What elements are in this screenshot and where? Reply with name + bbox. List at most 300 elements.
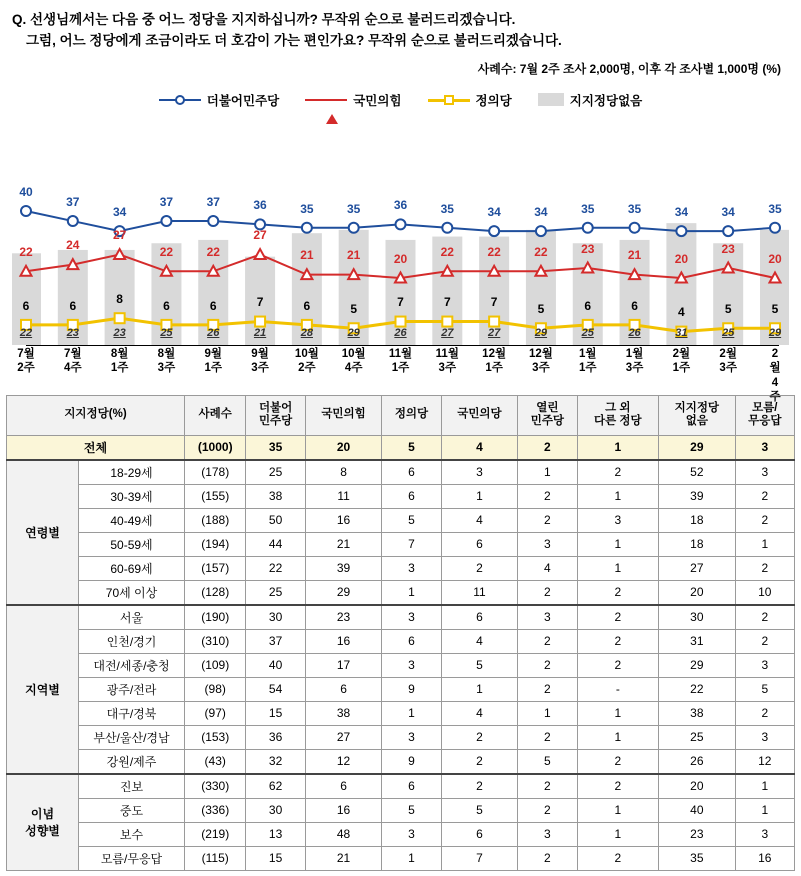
table-cell: 2	[735, 701, 794, 725]
row-label: 인천/경기	[79, 629, 185, 653]
value-label-no-party: 26	[394, 326, 407, 339]
value-label-no-party: 29	[347, 326, 360, 339]
table-cell: 2	[735, 556, 794, 580]
table-cell: 4	[441, 629, 518, 653]
series-marker	[442, 223, 452, 233]
table-cell: 40	[246, 653, 305, 677]
table-cell: 48	[305, 822, 382, 846]
value-label-no-party: 23	[66, 326, 79, 339]
table-row-total	[7, 435, 795, 460]
table-cell: 3	[382, 653, 441, 677]
table-row	[7, 677, 795, 701]
table-cell: 2	[577, 749, 659, 774]
table-cell: (188)	[185, 508, 246, 532]
series-marker	[396, 219, 406, 229]
table-cell: (153)	[185, 725, 246, 749]
table-cell: 2	[518, 725, 577, 749]
series-marker	[302, 223, 312, 233]
chart-legend	[0, 91, 801, 109]
table-cell: 4	[518, 556, 577, 580]
table-cell: 2	[518, 774, 577, 799]
row-label: 30-39세	[79, 484, 185, 508]
table-col-header: 정의당	[382, 395, 441, 435]
table-cell: 54	[246, 677, 305, 701]
table-cell: 1	[382, 580, 441, 605]
table-cell: 9	[382, 749, 441, 774]
series-marker	[583, 223, 593, 233]
table-cell: 16	[305, 508, 382, 532]
table-cell: 52	[659, 460, 736, 485]
value-label-no-party: 29	[534, 326, 548, 339]
row-label: 강원/제주	[79, 749, 185, 774]
chart-canvas	[12, 115, 789, 345]
table-cell: (155)	[185, 484, 246, 508]
table-col-header: 지지정당(%)	[7, 395, 185, 435]
value-label-justice: 6	[163, 298, 170, 313]
table-cell: 5	[382, 435, 441, 460]
value-label-no-party: 27	[441, 326, 454, 339]
table-row	[7, 653, 795, 677]
table-cell: 6	[441, 605, 518, 630]
x-axis-tick-label: 2월 1주	[672, 347, 691, 375]
table-cell: (109)	[185, 653, 246, 677]
table-cell: 20	[305, 435, 382, 460]
table-cell: 1	[382, 846, 441, 870]
table-cell: (219)	[185, 822, 246, 846]
sample-note: 사례수: 7월 2주 조사 2,000명, 이후 각 조사별 1,000명 (%)	[477, 61, 781, 76]
table-cell: 5	[518, 749, 577, 774]
table-cell: 38	[305, 701, 382, 725]
table-cell: 21	[305, 846, 382, 870]
table-cell: 2	[735, 484, 794, 508]
value-label-justice: 7	[443, 295, 451, 310]
table-cell: 1	[518, 701, 577, 725]
table-cell: 44	[246, 532, 305, 556]
table-cell: 22	[246, 556, 305, 580]
value-label-justice: 4	[678, 305, 685, 320]
x-axis-tick-label: 8월 1주	[110, 347, 129, 375]
table-cell: 26	[659, 749, 736, 774]
row-label: 광주/전라	[79, 677, 185, 701]
legend-item-justice	[428, 91, 512, 109]
value-label-democratic: 34	[721, 204, 735, 219]
table-cell: 1	[577, 798, 659, 822]
table-cell: 29	[305, 580, 382, 605]
table-cell: 11	[441, 580, 518, 605]
value-label-justice: 6	[303, 298, 311, 313]
table-cell: (97)	[185, 701, 246, 725]
value-label-ppp: 27	[253, 228, 267, 243]
table-row	[7, 725, 795, 749]
value-label-justice: 7	[397, 295, 404, 310]
table-cell: 12	[735, 749, 794, 774]
value-label-justice: 7	[256, 295, 264, 310]
table-cell: 5	[441, 653, 518, 677]
table-cell: (194)	[185, 532, 246, 556]
table-cell: 27	[305, 725, 382, 749]
table-cell: 1	[577, 822, 659, 846]
table-cell: 30	[659, 605, 736, 630]
row-label: 60-69세	[79, 556, 185, 580]
series-marker	[349, 223, 359, 233]
table-cell: 39	[305, 556, 382, 580]
value-label-justice: 6	[69, 298, 77, 313]
value-label-ppp: 22	[159, 245, 174, 260]
value-label-ppp: 20	[674, 251, 689, 266]
x-axis-tick-label: 10월 4주	[341, 347, 366, 375]
table-cell: 1	[735, 798, 794, 822]
x-axis-tick-label: 1월 3주	[625, 347, 644, 375]
table-cell: (115)	[185, 846, 246, 870]
table-cell: 36	[246, 725, 305, 749]
table-cell: 2	[518, 629, 577, 653]
trend-chart	[12, 115, 789, 345]
table-cell: 6	[441, 822, 518, 846]
table-cell: 3	[735, 725, 794, 749]
table-col-header: 열린 민주당	[518, 395, 577, 435]
value-label-democratic: 35	[768, 201, 782, 216]
table-cell: 3	[441, 460, 518, 485]
value-label-democratic: 34	[112, 204, 127, 219]
table-cell: -	[577, 677, 659, 701]
value-label-ppp: 21	[347, 248, 361, 263]
table-cell: 3	[735, 460, 794, 485]
table-cell: 15	[246, 846, 305, 870]
table-col-header: 지지정당 없음	[659, 395, 736, 435]
table-cell: 22	[659, 677, 736, 701]
value-label-no-party: 28	[300, 326, 313, 339]
series-marker	[770, 223, 780, 233]
value-label-democratic: 35	[627, 201, 642, 216]
table-cell: 38	[659, 701, 736, 725]
table-cell: 5	[441, 798, 518, 822]
table-cell: (336)	[185, 798, 246, 822]
table-cell: 2	[577, 460, 659, 485]
value-label-no-party: 31	[675, 326, 688, 339]
table-cell: 2	[577, 580, 659, 605]
table-cell: 27	[659, 556, 736, 580]
row-label: 전체	[7, 435, 185, 460]
x-axis-tick-label: 12월 1주	[482, 347, 507, 375]
table-cell: 2	[577, 629, 659, 653]
table-cell: 16	[735, 846, 794, 870]
value-label-no-party: 29	[768, 326, 782, 339]
x-axis-tick-label: 11월 1주	[388, 347, 413, 375]
series-marker	[630, 223, 640, 233]
row-label: 부산/울산/경남	[79, 725, 185, 749]
row-label: 보수	[79, 822, 185, 846]
crosstab-table	[6, 395, 795, 871]
table-cell: 2	[441, 725, 518, 749]
table-cell: 25	[659, 725, 736, 749]
series-marker	[255, 316, 265, 326]
table-cell: 18	[659, 508, 736, 532]
value-label-no-party: 26	[207, 326, 220, 339]
value-label-ppp: 24	[66, 238, 80, 253]
table-row	[7, 749, 795, 774]
value-label-ppp: 23	[581, 241, 595, 256]
row-label: 진보	[79, 774, 185, 799]
table-cell: 1	[577, 435, 659, 460]
table-row	[7, 822, 795, 846]
line-marker-triangle-icon	[305, 94, 347, 106]
value-label-democratic: 34	[534, 204, 548, 219]
table-row	[7, 508, 795, 532]
table-cell: 1	[735, 532, 794, 556]
table-cell: 2	[735, 605, 794, 630]
table-cell: 21	[305, 532, 382, 556]
value-label-justice: 5	[724, 302, 732, 317]
table-cell: 3	[735, 435, 794, 460]
table-row	[7, 701, 795, 725]
table-col-header: 국민의힘	[305, 395, 382, 435]
value-label-no-party: 26	[628, 326, 641, 339]
table-cell: 9	[382, 677, 441, 701]
table-cell: 1	[577, 556, 659, 580]
series-marker	[208, 216, 218, 226]
table-row	[7, 774, 795, 799]
x-axis-tick-label: 2월 4주	[769, 347, 781, 403]
table-cell: 40	[659, 798, 736, 822]
row-label: 18-29세	[79, 460, 185, 485]
row-label: 70세 이상	[79, 580, 185, 605]
value-label-ppp: 21	[627, 248, 642, 263]
legend-label: 국민의힘	[353, 93, 402, 108]
table-cell: 1	[577, 484, 659, 508]
table-cell: 6	[382, 460, 441, 485]
row-label: 서울	[79, 605, 185, 630]
table-cell: 2	[441, 556, 518, 580]
value-label-justice: 5	[537, 302, 545, 317]
table-cell: 2	[518, 580, 577, 605]
table-cell: 1	[577, 725, 659, 749]
table-cell: 3	[382, 605, 441, 630]
table-cell: 32	[246, 749, 305, 774]
x-axis-tick-label: 12월 3주	[528, 347, 553, 375]
value-label-democratic: 35	[300, 201, 314, 216]
table-cell: (330)	[185, 774, 246, 799]
question-main: Q. 선생님께서는 다음 중 어느 정당을 지지하십니까? 무작위 순으로 불러드리겠습니다.	[12, 12, 516, 27]
table-cell: 2	[577, 653, 659, 677]
value-label-democratic: 37	[206, 194, 220, 209]
table-row	[7, 532, 795, 556]
table-cell: 2	[577, 605, 659, 630]
series-marker	[115, 313, 125, 323]
table-cell: (190)	[185, 605, 246, 630]
table-cell: 3	[577, 508, 659, 532]
table-cell: 17	[305, 653, 382, 677]
table-cell: 1	[441, 677, 518, 701]
table-cell: 23	[305, 605, 382, 630]
table-cell: 2	[577, 774, 659, 799]
row-label: 40-49세	[79, 508, 185, 532]
table-cell: 2	[518, 435, 577, 460]
series-marker	[489, 226, 499, 236]
table-cell: 35	[246, 435, 305, 460]
table-cell: 30	[246, 605, 305, 630]
table-cell: 13	[246, 822, 305, 846]
table-col-header: 사례수	[185, 395, 246, 435]
table-cell: 1	[577, 532, 659, 556]
value-label-justice: 6	[22, 298, 30, 313]
series-marker	[723, 226, 733, 236]
table-cell: (43)	[185, 749, 246, 774]
table-cell: 2	[441, 749, 518, 774]
value-label-ppp: 22	[487, 245, 501, 260]
series-marker	[536, 226, 546, 236]
series-marker	[161, 216, 171, 226]
value-label-democratic: 37	[159, 194, 174, 209]
line-marker-square-icon	[428, 94, 470, 106]
table-cell: 1	[518, 460, 577, 485]
table-cell: 4	[441, 701, 518, 725]
table-row	[7, 556, 795, 580]
x-axis-tick-label: 7월 4주	[64, 347, 82, 375]
table-cell: 1	[441, 484, 518, 508]
table-col-header: 더불어 민주당	[246, 395, 305, 435]
table-cell: 11	[305, 484, 382, 508]
table-row	[7, 629, 795, 653]
table-cell: 3	[518, 532, 577, 556]
table-cell: 6	[305, 774, 382, 799]
row-label: 대전/세종/충청	[79, 653, 185, 677]
table-cell: 6	[382, 774, 441, 799]
table-cell: 2	[735, 629, 794, 653]
table-row	[7, 846, 795, 870]
value-label-justice: 8	[116, 292, 123, 307]
table-row	[7, 580, 795, 605]
series-marker	[676, 226, 686, 236]
x-axis	[12, 345, 789, 403]
table-body	[7, 435, 795, 870]
table-cell: 39	[659, 484, 736, 508]
table-cell: 1	[577, 701, 659, 725]
table-cell: 3	[382, 822, 441, 846]
value-label-justice: 5	[350, 302, 358, 317]
table-cell: 2	[518, 508, 577, 532]
table-cell: 4	[441, 508, 518, 532]
row-label: 50-59세	[79, 532, 185, 556]
table-cell: 15	[246, 701, 305, 725]
value-label-ppp: 22	[440, 245, 454, 260]
series-marker	[442, 316, 452, 326]
value-label-ppp: 27	[112, 228, 127, 243]
table-cell: 5	[382, 798, 441, 822]
table-group-label: 지역별	[7, 605, 79, 774]
value-label-justice: 7	[490, 295, 498, 310]
value-label-no-party: 25	[581, 326, 594, 339]
value-label-democratic: 40	[19, 184, 33, 199]
value-label-democratic: 35	[440, 201, 454, 216]
table-cell: (128)	[185, 580, 246, 605]
table-cell: 2	[577, 846, 659, 870]
table-cell: 2	[441, 774, 518, 799]
table-cell: 1	[735, 774, 794, 799]
table-cell: (157)	[185, 556, 246, 580]
x-axis-tick-label: 9월 3주	[251, 347, 269, 375]
x-axis-tick-label: 7월 2주	[17, 347, 35, 375]
table-cell: 18	[659, 532, 736, 556]
table-cell: 62	[246, 774, 305, 799]
table-cell: (1000)	[185, 435, 246, 460]
value-label-ppp: 22	[19, 245, 33, 260]
value-label-no-party: 23	[113, 326, 126, 339]
table-cell: 6	[382, 484, 441, 508]
table-row	[7, 484, 795, 508]
table-col-header: 모름/ 무응답	[735, 395, 794, 435]
table-cell: 31	[659, 629, 736, 653]
row-label: 중도	[79, 798, 185, 822]
legend-item-none	[538, 91, 642, 109]
series-marker	[255, 249, 266, 259]
table-cell: 29	[659, 653, 736, 677]
table-cell: 8	[305, 460, 382, 485]
table-cell: 20	[659, 580, 736, 605]
x-axis-tick-label: 2월 3주	[719, 347, 737, 375]
row-label: 모름/무응답	[79, 846, 185, 870]
series-marker	[21, 206, 31, 216]
table-cell: 3	[735, 653, 794, 677]
table-cell: 5	[735, 677, 794, 701]
value-label-ppp: 20	[393, 251, 408, 266]
table-cell: 3	[518, 822, 577, 846]
value-label-democratic: 34	[674, 204, 689, 219]
value-label-ppp: 22	[206, 245, 220, 260]
series-marker	[396, 316, 406, 326]
table-cell: 3	[735, 822, 794, 846]
table-cell: 16	[305, 798, 382, 822]
table-header	[7, 395, 795, 435]
legend-label: 더불어민주당	[206, 93, 280, 108]
x-axis-line	[26, 345, 779, 346]
table-cell: 29	[659, 435, 736, 460]
value-label-no-party: 27	[488, 326, 501, 339]
table-group-label: 이념 성향별	[7, 774, 79, 871]
value-label-no-party: 25	[722, 326, 735, 339]
value-label-justice: 5	[771, 302, 779, 317]
table-cell: 2	[735, 508, 794, 532]
table-cell: 2	[518, 484, 577, 508]
value-label-democratic: 34	[487, 204, 501, 219]
value-label-ppp: 21	[300, 248, 314, 263]
table-cell: 7	[382, 532, 441, 556]
value-label-democratic: 36	[253, 198, 267, 213]
value-label-no-party: 25	[160, 326, 173, 339]
table-cell: 3	[382, 725, 441, 749]
table-cell: 23	[659, 822, 736, 846]
bar-swatch-icon	[538, 93, 564, 106]
crosstab-table-wrap	[6, 395, 795, 871]
series-marker	[68, 216, 78, 226]
value-label-democratic: 37	[66, 194, 80, 209]
table-cell: 16	[305, 629, 382, 653]
value-label-no-party: 21	[253, 326, 267, 339]
value-label-justice: 6	[584, 298, 592, 313]
table-cell: 25	[246, 460, 305, 485]
x-axis-tick-label: 11월 3주	[435, 347, 459, 375]
question-sub: 그럼, 어느 정당에게 조금이라도 더 호감이 가는 편인가요? 무작위 순으로 불러드리겠습니다.	[26, 32, 562, 48]
table-col-header: 그 외 다른 정당	[577, 395, 659, 435]
table-cell: (178)	[185, 460, 246, 485]
table-cell: 7	[441, 846, 518, 870]
table-cell: 20	[659, 774, 736, 799]
table-row	[7, 605, 795, 630]
table-cell: 12	[305, 749, 382, 774]
value-label-justice: 6	[631, 298, 638, 313]
table-cell: 4	[441, 435, 518, 460]
legend-item-democratic	[159, 91, 279, 109]
value-label-democratic: 35	[347, 201, 361, 216]
